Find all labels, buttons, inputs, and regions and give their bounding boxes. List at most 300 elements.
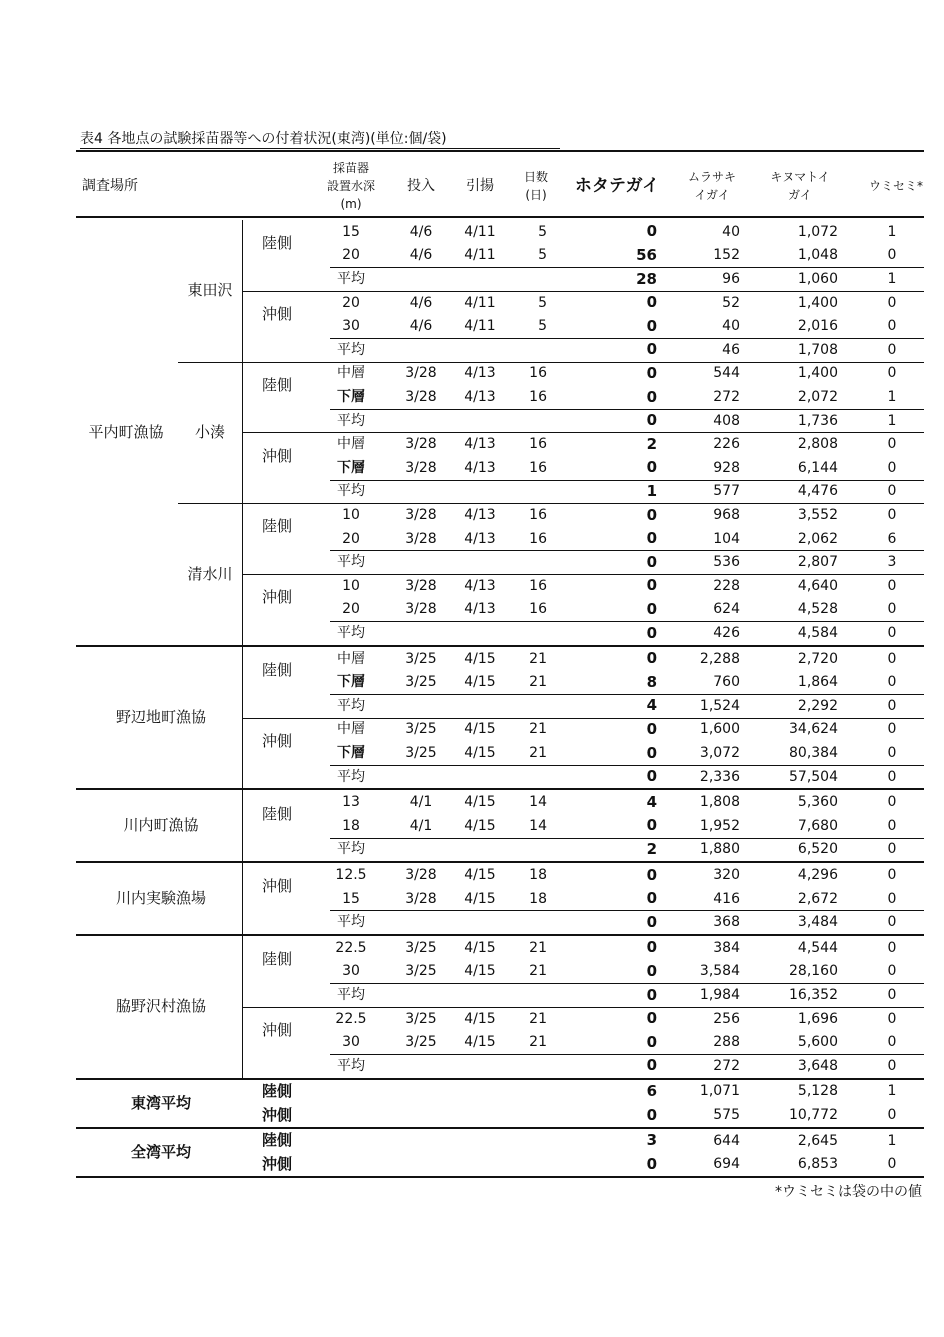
header-mussel: イガイ <box>694 188 730 202</box>
side-label: 沖側 <box>262 446 293 465</box>
summary-bottom-rule <box>76 1176 924 1178</box>
cell-kinu: 1,864 <box>797 674 838 691</box>
group-name: 平内町漁協 <box>88 422 164 441</box>
cell-deploy: 3/28 <box>405 389 437 405</box>
header-kinu: キヌマトイ <box>770 170 830 184</box>
site-name: 東田沢 <box>187 281 233 300</box>
cell-scallop: 4 <box>646 792 657 811</box>
cell-scallop: 8 <box>646 672 657 691</box>
cell-barnacle: 0 <box>887 1107 897 1123</box>
cell-days: 16 <box>529 577 547 594</box>
cell-avg-label: 平均 <box>337 625 365 641</box>
cell-depth: 下層 <box>337 389 365 405</box>
cell-scallop: 0 <box>646 1105 657 1124</box>
cell-retrieve: 4/15 <box>464 939 496 956</box>
cell-kinu: 4,296 <box>797 867 838 883</box>
cell-mussel: 368 <box>713 914 740 931</box>
side-label: 陸側 <box>262 950 293 969</box>
cell-retrieve: 4/15 <box>464 794 496 811</box>
cell-deploy: 3/25 <box>405 1034 437 1051</box>
avg-top-rule <box>330 765 924 766</box>
cell-kinu: 6,144 <box>797 459 838 476</box>
cell-days: 14 <box>529 794 547 811</box>
cell-depth: 下層 <box>337 674 365 691</box>
cell-kinu: 16,352 <box>789 987 838 1003</box>
side-label: 陸側 <box>262 517 293 536</box>
cell-barnacle: 0 <box>887 294 897 311</box>
cell-depth: 15 <box>342 223 360 240</box>
cell-kinu: 57,504 <box>789 768 838 785</box>
group-name: 川内町漁協 <box>123 816 199 835</box>
cell-scallop: 3 <box>646 1131 657 1150</box>
cell-barnacle: 0 <box>887 601 897 618</box>
cell-barnacle: 0 <box>887 1010 897 1027</box>
cell-mussel: 288 <box>713 1034 740 1051</box>
cell-kinu: 28,160 <box>789 963 838 980</box>
cell-barnacle: 1 <box>887 1083 897 1100</box>
cell-scallop: 0 <box>646 719 657 738</box>
cell-kinu: 5,128 <box>797 1083 838 1100</box>
cell-retrieve: 4/15 <box>464 745 496 761</box>
cell-barnacle: 0 <box>887 914 897 931</box>
cell-kinu: 80,384 <box>789 745 838 761</box>
cell-deploy: 3/28 <box>405 459 437 476</box>
cell-retrieve: 4/13 <box>464 530 496 547</box>
cell-scallop: 0 <box>646 1154 657 1173</box>
group-name: 川内実験漁場 <box>115 889 206 908</box>
group-name: 野辺地町漁協 <box>115 708 206 727</box>
cell-retrieve: 4/15 <box>464 1034 496 1051</box>
cell-retrieve: 4/15 <box>464 721 496 738</box>
cell-days: 16 <box>529 601 547 618</box>
header-location: 調査場所 <box>82 178 138 194</box>
cell-scallop: 0 <box>646 552 657 571</box>
cell-barnacle: 1 <box>887 412 897 429</box>
cell-kinu: 2,645 <box>797 1132 838 1149</box>
cell-scallop: 56 <box>636 245 657 264</box>
cell-avg-label: 平均 <box>337 412 365 429</box>
cell-depth: 下層 <box>337 459 365 476</box>
cell-days: 21 <box>529 745 547 761</box>
cell-kinu: 1,400 <box>797 365 838 382</box>
cell-mussel: 2,336 <box>699 768 740 785</box>
cell-mussel: 644 <box>713 1132 740 1149</box>
side-label: 沖側 <box>262 304 293 323</box>
cell-avg-label: 平均 <box>337 914 365 931</box>
cell-depth: 18 <box>342 817 360 834</box>
cell-kinu: 7,680 <box>797 817 838 834</box>
side-bottom-rule <box>242 574 924 575</box>
cell-deploy: 3/28 <box>405 436 437 453</box>
cell-days: 21 <box>529 721 547 738</box>
cell-depth: 22.5 <box>335 1010 367 1027</box>
cell-mussel: 575 <box>713 1107 740 1123</box>
cell-depth: 20 <box>342 530 360 547</box>
cell-scallop: 0 <box>646 222 657 241</box>
cell-barnacle: 1 <box>887 223 897 240</box>
side-label: 沖側 <box>262 588 293 607</box>
cell-scallop: 0 <box>646 505 657 524</box>
group-bottom-rule <box>76 645 924 647</box>
header-depth: 採苗器 <box>332 161 369 175</box>
cell-days: 16 <box>529 436 547 453</box>
cell-deploy: 3/25 <box>405 674 437 691</box>
cell-scallop: 0 <box>646 938 657 957</box>
caption-underline <box>80 148 560 149</box>
cell-scallop: 0 <box>646 743 657 762</box>
header-mussel: ムラサキ <box>687 170 736 184</box>
cell-scallop: 0 <box>646 576 657 595</box>
cell-days: 14 <box>529 817 547 834</box>
cell-depth: 20 <box>342 601 360 618</box>
side-column-rule <box>242 790 243 861</box>
cell-depth: 中層 <box>337 436 365 453</box>
header-top-rule <box>76 150 924 152</box>
cell-kinu: 1,060 <box>797 271 838 287</box>
cell-days: 16 <box>529 365 547 382</box>
cell-barnacle: 0 <box>887 318 897 335</box>
cell-days: 5 <box>538 247 547 264</box>
side-column-rule <box>242 362 243 504</box>
cell-mussel: 624 <box>713 601 740 618</box>
cell-scallop: 0 <box>646 1032 657 1051</box>
avg-top-rule <box>330 267 924 268</box>
cell-barnacle: 0 <box>887 483 897 500</box>
cell-barnacle: 1 <box>887 389 897 405</box>
cell-days: 5 <box>538 294 547 311</box>
cell-kinu: 2,292 <box>797 697 838 714</box>
cell-mussel: 228 <box>713 577 740 594</box>
table-caption: 表4 各地点の試験採苗器等への付着状況(東湾)(単位:個/袋) <box>80 131 447 147</box>
summary-name: 東湾平均 <box>130 1093 191 1112</box>
cell-mussel: 40 <box>722 223 740 240</box>
cell-depth: 22.5 <box>335 939 367 956</box>
group-bottom-rule <box>76 934 924 936</box>
side-label: 沖側 <box>262 731 293 750</box>
cell-kinu: 4,640 <box>797 577 838 594</box>
cell-scallop: 4 <box>646 696 657 715</box>
avg-top-rule <box>330 621 924 622</box>
cell-mussel: 1,880 <box>699 841 740 858</box>
cell-scallop: 2 <box>646 839 657 858</box>
cell-retrieve: 4/15 <box>464 963 496 980</box>
side-label: 陸側 <box>262 375 293 394</box>
side-label: 陸側 <box>262 804 293 823</box>
cell-mussel: 928 <box>713 459 740 476</box>
cell-barnacle: 6 <box>887 530 897 547</box>
cell-depth: 30 <box>342 1034 360 1051</box>
cell-mussel: 1,952 <box>699 817 740 834</box>
cell-barnacle: 0 <box>887 939 897 956</box>
cell-mussel: 1,524 <box>699 697 740 714</box>
summary-bottom-rule <box>76 1127 924 1129</box>
cell-retrieve: 4/15 <box>464 674 496 691</box>
cell-mussel: 226 <box>713 436 740 453</box>
cell-avg-label: 平均 <box>337 768 365 785</box>
cell-mussel: 384 <box>713 939 740 956</box>
site-name: 清水川 <box>187 564 233 583</box>
cell-depth: 20 <box>342 247 360 264</box>
cell-kinu: 2,016 <box>797 318 838 335</box>
cell-barnacle: 0 <box>887 459 897 476</box>
cell-avg-label: 平均 <box>337 554 365 571</box>
cell-barnacle: 0 <box>887 768 897 785</box>
cell-days: 16 <box>529 459 547 476</box>
cell-deploy: 3/28 <box>405 890 437 907</box>
cell-mussel: 426 <box>713 625 740 641</box>
cell-avg-label: 平均 <box>337 483 365 500</box>
site-bottom-rule <box>178 503 924 504</box>
avg-top-rule <box>330 910 924 911</box>
cell-barnacle: 0 <box>887 247 897 264</box>
cell-retrieve: 4/11 <box>464 294 496 311</box>
cell-kinu: 5,360 <box>797 794 838 811</box>
side-bottom-rule <box>242 432 924 433</box>
cell-scallop: 0 <box>646 293 657 312</box>
cell-retrieve: 4/13 <box>464 459 496 476</box>
cell-deploy: 3/25 <box>405 721 437 738</box>
cell-kinu: 1,400 <box>797 294 838 311</box>
cell-deploy: 4/1 <box>409 794 433 811</box>
footnote: *ウミセミは袋の中の値 <box>775 1184 922 1200</box>
cell-kinu: 1,048 <box>797 247 838 264</box>
cell-barnacle: 0 <box>887 341 897 358</box>
cell-barnacle: 0 <box>887 817 897 834</box>
cell-deploy: 3/28 <box>405 507 437 523</box>
cell-kinu: 3,484 <box>797 914 838 931</box>
cell-kinu: 10,772 <box>789 1107 838 1123</box>
cell-barnacle: 1 <box>887 271 897 287</box>
avg-top-rule <box>330 1054 924 1055</box>
cell-kinu: 5,600 <box>797 1034 838 1051</box>
summary-name: 全湾平均 <box>130 1142 191 1161</box>
summary-side: 陸側 <box>262 1081 293 1100</box>
avg-top-rule <box>330 338 924 339</box>
cell-days: 21 <box>529 939 547 956</box>
cell-mussel: 1,600 <box>699 721 740 738</box>
cell-scallop: 1 <box>646 481 657 500</box>
header-days: (日) <box>525 188 547 202</box>
cell-scallop: 0 <box>646 1009 657 1028</box>
cell-kinu: 3,648 <box>797 1057 838 1074</box>
cell-days: 16 <box>529 507 547 523</box>
cell-deploy: 3/25 <box>405 1010 437 1027</box>
cell-barnacle: 1 <box>887 1132 897 1149</box>
cell-days: 21 <box>529 1034 547 1051</box>
side-column-rule <box>242 936 243 1078</box>
cell-depth: 中層 <box>337 365 365 382</box>
avg-top-rule <box>330 694 924 695</box>
cell-mussel: 1,071 <box>699 1083 740 1100</box>
cell-kinu: 1,708 <box>797 341 838 358</box>
cell-barnacle: 0 <box>887 963 897 980</box>
cell-depth: 10 <box>342 507 360 523</box>
side-column-rule <box>242 863 243 934</box>
cell-mussel: 416 <box>713 890 740 907</box>
side-label: 沖側 <box>262 877 293 896</box>
cell-scallop: 0 <box>646 411 657 430</box>
cell-scallop: 0 <box>646 316 657 335</box>
cell-days: 5 <box>538 223 547 240</box>
cell-kinu: 2,672 <box>797 890 838 907</box>
cell-scallop: 0 <box>646 387 657 406</box>
header-kinu: ガイ <box>788 188 812 202</box>
header-bottom-rule <box>76 216 924 218</box>
avg-top-rule <box>330 480 924 481</box>
cell-days: 16 <box>529 389 547 405</box>
cell-mussel: 577 <box>713 483 740 500</box>
cell-mussel: 2,288 <box>699 650 740 667</box>
side-column-rule <box>242 220 243 362</box>
cell-deploy: 3/28 <box>405 601 437 618</box>
cell-kinu: 2,072 <box>797 389 838 405</box>
cell-retrieve: 4/13 <box>464 389 496 405</box>
cell-barnacle: 0 <box>887 436 897 453</box>
group-bottom-rule <box>76 861 924 863</box>
cell-retrieve: 4/11 <box>464 318 496 335</box>
cell-depth: 20 <box>342 294 360 311</box>
cell-barnacle: 0 <box>887 1057 897 1074</box>
cell-mussel: 3,584 <box>699 963 740 980</box>
cell-mussel: 46 <box>722 341 740 358</box>
header-deploy: 投入 <box>407 178 435 194</box>
cell-mussel: 968 <box>713 507 740 523</box>
cell-mussel: 96 <box>722 271 740 287</box>
cell-deploy: 4/6 <box>409 247 433 264</box>
cell-kinu: 3,552 <box>797 507 838 523</box>
cell-barnacle: 3 <box>887 554 897 571</box>
cell-barnacle: 0 <box>887 1156 897 1173</box>
cell-avg-label: 平均 <box>337 987 365 1003</box>
avg-top-rule <box>330 838 924 839</box>
cell-barnacle: 0 <box>887 674 897 691</box>
cell-scallop: 0 <box>646 599 657 618</box>
cell-deploy: 4/1 <box>409 817 433 834</box>
cell-kinu: 1,736 <box>797 412 838 429</box>
avg-top-rule <box>330 983 924 984</box>
cell-mussel: 272 <box>713 1057 740 1074</box>
side-bottom-rule <box>242 291 924 292</box>
cell-retrieve: 4/15 <box>464 867 496 883</box>
cell-kinu: 2,808 <box>797 436 838 453</box>
cell-scallop: 0 <box>646 1056 657 1075</box>
cell-mussel: 272 <box>713 389 740 405</box>
cell-barnacle: 0 <box>887 867 897 883</box>
cell-mussel: 256 <box>713 1010 740 1027</box>
cell-mussel: 40 <box>722 318 740 335</box>
cell-scallop: 0 <box>646 623 657 642</box>
cell-mussel: 1,984 <box>699 987 740 1003</box>
cell-deploy: 3/25 <box>405 745 437 761</box>
cell-days: 18 <box>529 890 547 907</box>
cell-retrieve: 4/13 <box>464 601 496 618</box>
side-label: 陸側 <box>262 660 293 679</box>
cell-barnacle: 0 <box>887 697 897 714</box>
avg-top-rule <box>330 409 924 410</box>
avg-top-rule <box>330 550 924 551</box>
cell-kinu: 34,624 <box>789 721 838 738</box>
cell-scallop: 0 <box>646 912 657 931</box>
cell-barnacle: 0 <box>887 1034 897 1051</box>
site-name: 小湊 <box>194 422 225 441</box>
cell-retrieve: 4/13 <box>464 577 496 594</box>
cell-mussel: 544 <box>713 365 740 382</box>
side-label: 陸側 <box>262 234 293 253</box>
cell-depth: 30 <box>342 963 360 980</box>
cell-scallop: 6 <box>646 1081 657 1100</box>
header-barnacle: ウミセミ* <box>868 179 923 193</box>
cell-avg-label: 平均 <box>337 1057 365 1074</box>
cell-depth: 下層 <box>337 745 365 761</box>
cell-scallop: 0 <box>646 985 657 1004</box>
cell-barnacle: 0 <box>887 625 897 641</box>
cell-days: 5 <box>538 318 547 335</box>
cell-kinu: 4,584 <box>797 625 838 641</box>
cell-depth: 15 <box>342 890 360 907</box>
cell-scallop: 0 <box>646 816 657 835</box>
cell-kinu: 2,720 <box>797 650 838 667</box>
cell-retrieve: 4/15 <box>464 817 496 834</box>
cell-retrieve: 4/15 <box>464 650 496 667</box>
cell-barnacle: 0 <box>887 841 897 858</box>
cell-scallop: 0 <box>646 458 657 477</box>
cell-barnacle: 0 <box>887 987 897 1003</box>
cell-mussel: 694 <box>713 1156 740 1173</box>
cell-scallop: 0 <box>646 889 657 908</box>
cell-barnacle: 0 <box>887 890 897 907</box>
cell-scallop: 0 <box>646 961 657 980</box>
cell-retrieve: 4/13 <box>464 436 496 453</box>
cell-depth: 12.5 <box>335 867 367 883</box>
cell-kinu: 2,062 <box>797 530 838 547</box>
cell-mussel: 320 <box>713 867 740 883</box>
cell-kinu: 4,476 <box>797 483 838 500</box>
side-label: 沖側 <box>262 1020 293 1039</box>
cell-mussel: 1,808 <box>699 794 740 811</box>
cell-depth: 10 <box>342 577 360 594</box>
group-bottom-rule <box>76 1078 924 1080</box>
cell-avg-label: 平均 <box>337 697 365 714</box>
cell-days: 21 <box>529 674 547 691</box>
cell-deploy: 3/28 <box>405 867 437 883</box>
summary-side: 沖側 <box>262 1105 293 1124</box>
cell-mussel: 104 <box>713 530 740 547</box>
site-bottom-rule <box>178 362 924 363</box>
cell-mussel: 408 <box>713 412 740 429</box>
cell-deploy: 4/6 <box>409 223 433 240</box>
summary-side: 陸側 <box>262 1131 293 1150</box>
cell-mussel: 52 <box>722 294 740 311</box>
cell-days: 21 <box>529 963 547 980</box>
cell-barnacle: 0 <box>887 507 897 523</box>
cell-mussel: 3,072 <box>699 745 740 761</box>
cell-deploy: 4/6 <box>409 294 433 311</box>
cell-days: 16 <box>529 530 547 547</box>
cell-deploy: 3/25 <box>405 650 437 667</box>
cell-barnacle: 0 <box>887 577 897 594</box>
cell-deploy: 3/28 <box>405 365 437 382</box>
cell-depth: 中層 <box>337 650 365 667</box>
cell-days: 21 <box>529 650 547 667</box>
cell-deploy: 3/25 <box>405 963 437 980</box>
cell-scallop: 28 <box>636 269 657 288</box>
cell-deploy: 3/28 <box>405 577 437 594</box>
cell-avg-label: 平均 <box>337 271 365 287</box>
cell-depth: 中層 <box>337 721 365 738</box>
side-bottom-rule <box>242 718 924 719</box>
cell-retrieve: 4/11 <box>464 247 496 264</box>
cell-barnacle: 0 <box>887 794 897 811</box>
